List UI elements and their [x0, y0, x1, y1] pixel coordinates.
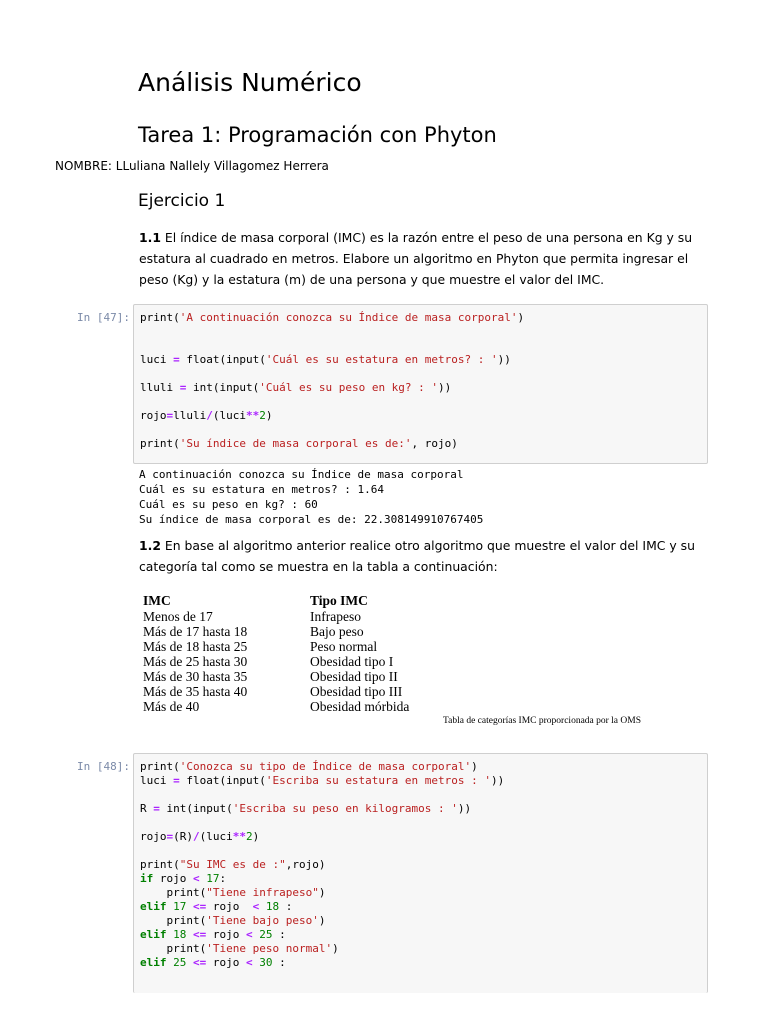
code-token: :: [272, 956, 286, 969]
code-line: [140, 900, 707, 914]
code-token: ): [517, 311, 525, 324]
code-token: rojo: [140, 830, 167, 843]
table-cell: Obesidad tipo I: [310, 654, 394, 669]
code-token: float(input(: [179, 353, 266, 366]
code-token: 18: [173, 928, 187, 941]
code-editor[interactable]: [134, 311, 707, 451]
code-token: "Su IMC es de :": [179, 858, 286, 871]
code-token: print: [166, 942, 200, 955]
code-token: :: [272, 928, 286, 941]
code-token: elif: [140, 928, 167, 941]
code-token: float(input(: [179, 774, 266, 787]
code-token: [140, 942, 167, 955]
table-caption: Tabla de categorías IMC proporcionada por la OMS: [443, 716, 641, 726]
code-token: ): [318, 886, 326, 899]
table-cell: Obesidad tipo II: [310, 669, 398, 684]
code-token: 'Cuál es su estatura en metros? : ': [265, 353, 498, 366]
table-cell: Infrapeso: [310, 609, 361, 624]
code-line: [140, 760, 707, 774]
code-line: [140, 353, 707, 367]
code-token: (: [199, 914, 207, 927]
code-token: 'Escriba su estatura en metros : ': [265, 774, 492, 787]
table-cell: Obesidad mórbida: [310, 699, 410, 714]
code-token: lluli: [173, 409, 207, 422]
code-token: 'Escriba su peso en kilogramos : ': [232, 802, 458, 815]
paragraph-line: estatura al cuadrado en metros. Elabore un algoritmo en Phyton que permita ingresar el: [139, 251, 689, 266]
code-line: [140, 816, 707, 830]
code-token: =: [173, 774, 180, 787]
code-token: luci: [140, 353, 174, 366]
code-line: [140, 914, 707, 928]
table-row: [143, 699, 409, 714]
cell-prompt: In [47]:: [77, 311, 130, 324]
exercise-1-1-text: [139, 227, 699, 290]
code-line: [140, 830, 707, 844]
column-header: IMC: [143, 593, 171, 608]
code-token: int(input(: [186, 381, 260, 394]
code-token: /: [193, 830, 200, 843]
code-token: , rojo): [411, 437, 458, 450]
code-token: 'Conozca su tipo de Índice de masa corporal': [179, 760, 472, 773]
table-cell: Obesidad tipo III: [310, 684, 403, 699]
code-token: (R): [173, 830, 193, 843]
code-token: (luci: [199, 830, 233, 843]
student-name: NOMBRE: LLuliana Nallely Villagomez Herrera: [55, 159, 329, 173]
code-token: 2: [246, 830, 253, 843]
exercise-number: 1.1: [139, 230, 161, 245]
code-editor[interactable]: [134, 760, 707, 970]
code-token: 30: [259, 956, 273, 969]
code-token: rojo: [206, 928, 246, 941]
code-line: [140, 928, 707, 942]
code-token: [186, 928, 193, 941]
paragraph-line: El índice de masa corporal (IMC) es la razón entre el peso de una persona en Kg y su: [160, 230, 693, 245]
code-token: print: [140, 311, 174, 324]
code-token: 'Su índice de masa corporal es de:': [179, 437, 412, 450]
table-row: [143, 639, 409, 654]
code-token: <: [193, 872, 200, 885]
code-token: [140, 886, 167, 899]
code-line: [140, 844, 707, 858]
code-line: [140, 409, 707, 423]
code-token: 17: [173, 900, 187, 913]
code-token: rojo: [140, 409, 167, 422]
code-token: <=: [193, 900, 207, 913]
code-token: (: [173, 437, 180, 450]
code-line: [140, 395, 707, 409]
code-line: [140, 872, 707, 886]
table-cell: Más de 18 hasta 25: [143, 639, 248, 654]
table-row: [143, 609, 409, 624]
code-token: **: [246, 409, 260, 422]
code-token: lluli: [140, 381, 180, 394]
cell-output: [139, 467, 483, 527]
code-token: 'Cuál es su peso en kg? : ': [259, 381, 439, 394]
code-token: rojo: [153, 872, 193, 885]
table-cell: Más de 30 hasta 35: [143, 669, 248, 684]
code-line: [140, 858, 707, 872]
code-token: 25: [259, 928, 273, 941]
code-line: [140, 339, 707, 353]
code-line: [140, 423, 707, 437]
code-token: <: [246, 928, 253, 941]
code-token: int(input(: [159, 802, 233, 815]
code-token: <: [252, 900, 260, 913]
code-token: )): [457, 802, 472, 815]
code-token: ): [471, 760, 478, 773]
code-token: <: [246, 956, 253, 969]
code-line: [140, 956, 707, 970]
table-header-row: [143, 593, 409, 609]
table-cell: Más de 25 hasta 30: [143, 654, 248, 669]
exercise-1-2-text: [139, 535, 699, 577]
column-header: Tipo IMC: [310, 593, 368, 608]
code-token: )): [497, 353, 511, 366]
exercise-heading: Ejercicio 1: [138, 191, 226, 211]
output-line: Cuál es su estatura en metros? : 1.64: [139, 483, 385, 496]
table-cell: Más de 17 hasta 18: [143, 624, 248, 639]
code-token: [140, 914, 167, 927]
code-token: print: [140, 760, 174, 773]
code-token: if: [140, 872, 154, 885]
code-line: [140, 788, 707, 802]
code-token: (: [173, 760, 180, 773]
code-token: (: [199, 886, 207, 899]
code-token: rojo: [206, 900, 253, 913]
code-line: [140, 325, 707, 339]
code-token: ,rojo): [285, 858, 326, 871]
code-line: [140, 311, 707, 325]
output-line: Su índice de masa corporal es de: 22.308149910767405: [139, 513, 484, 526]
table-row: [143, 669, 409, 684]
code-token: :: [279, 900, 293, 913]
code-token: elif: [140, 956, 167, 969]
code-token: (: [173, 311, 180, 324]
table-cell: Menos de 17: [143, 609, 213, 624]
code-cell[interactable]: [133, 753, 708, 993]
code-token: 2: [259, 409, 266, 422]
page-title: Análisis Numérico: [138, 68, 362, 97]
exercise-number: 1.2: [139, 538, 161, 553]
code-line: [140, 774, 707, 788]
page-subtitle: Tarea 1: Programación con Phyton: [138, 123, 497, 147]
code-line: [140, 802, 707, 816]
code-token: 25: [173, 956, 187, 969]
table-row: [143, 624, 409, 639]
code-line: [140, 886, 707, 900]
code-token: (luci: [212, 409, 246, 422]
code-token: R: [140, 802, 154, 815]
code-line: [140, 437, 707, 451]
code-token: elif: [140, 900, 167, 913]
table-cell: Más de 35 hasta 40: [143, 684, 248, 699]
code-token: [186, 956, 193, 969]
cell-prompt: In [48]:: [77, 760, 130, 773]
code-token: <=: [193, 928, 207, 941]
code-token: print: [140, 437, 174, 450]
code-token: 'Tiene bajo peso': [206, 914, 319, 927]
code-token: :: [219, 872, 227, 885]
code-line: [140, 942, 707, 956]
code-token: =: [153, 802, 160, 815]
code-token: 'A continuación conozca su Índice de masa corporal': [179, 311, 518, 324]
output-line: Cuál es su peso en kg? : 60: [139, 498, 318, 511]
code-token: ): [318, 914, 326, 927]
table-cell: Más de 40: [143, 699, 200, 714]
code-token: luci: [140, 774, 174, 787]
output-line: A continuación conozca su Índice de masa corporal: [139, 468, 464, 481]
paragraph-line: peso (Kg) y la estatura (m) de una persona y que muestre el valor del IMC.: [139, 272, 605, 287]
code-token: [186, 900, 193, 913]
code-token: =: [173, 353, 180, 366]
code-token: (: [199, 942, 207, 955]
code-line: [140, 381, 707, 395]
code-token: 17: [206, 872, 220, 885]
code-token: print: [140, 858, 174, 871]
imc-table: [143, 593, 409, 714]
code-token: [259, 900, 266, 913]
code-token: **: [232, 830, 246, 843]
code-token: /: [206, 409, 213, 422]
code-token: <=: [193, 956, 207, 969]
code-token: ): [252, 830, 260, 843]
code-token: 18: [265, 900, 280, 913]
paragraph-line: En base al algoritmo anterior realice otro algoritmo que muestre el valor del IMC y su: [160, 538, 695, 553]
code-token: 'Tiene peso normal': [206, 942, 333, 955]
code-token: print: [166, 914, 200, 927]
code-token: rojo: [206, 956, 246, 969]
code-token: (: [173, 858, 180, 871]
code-token: =: [166, 409, 174, 422]
code-token: "Tiene infrapeso": [206, 886, 319, 899]
code-token: =: [179, 381, 187, 394]
code-line: [140, 367, 707, 381]
table-cell: Bajo peso: [310, 624, 364, 639]
code-token: ): [265, 409, 273, 422]
code-token: ): [332, 942, 339, 955]
code-token: )): [438, 381, 452, 394]
table-cell: Peso normal: [310, 639, 378, 654]
table-row: [143, 684, 409, 699]
code-token: print: [166, 886, 200, 899]
table-row: [143, 654, 409, 669]
code-token: )): [491, 774, 505, 787]
code-cell[interactable]: [133, 304, 708, 464]
code-token: =: [166, 830, 174, 843]
paragraph-line: categoría tal como se muestra en la tabla a continuación:: [139, 559, 498, 574]
